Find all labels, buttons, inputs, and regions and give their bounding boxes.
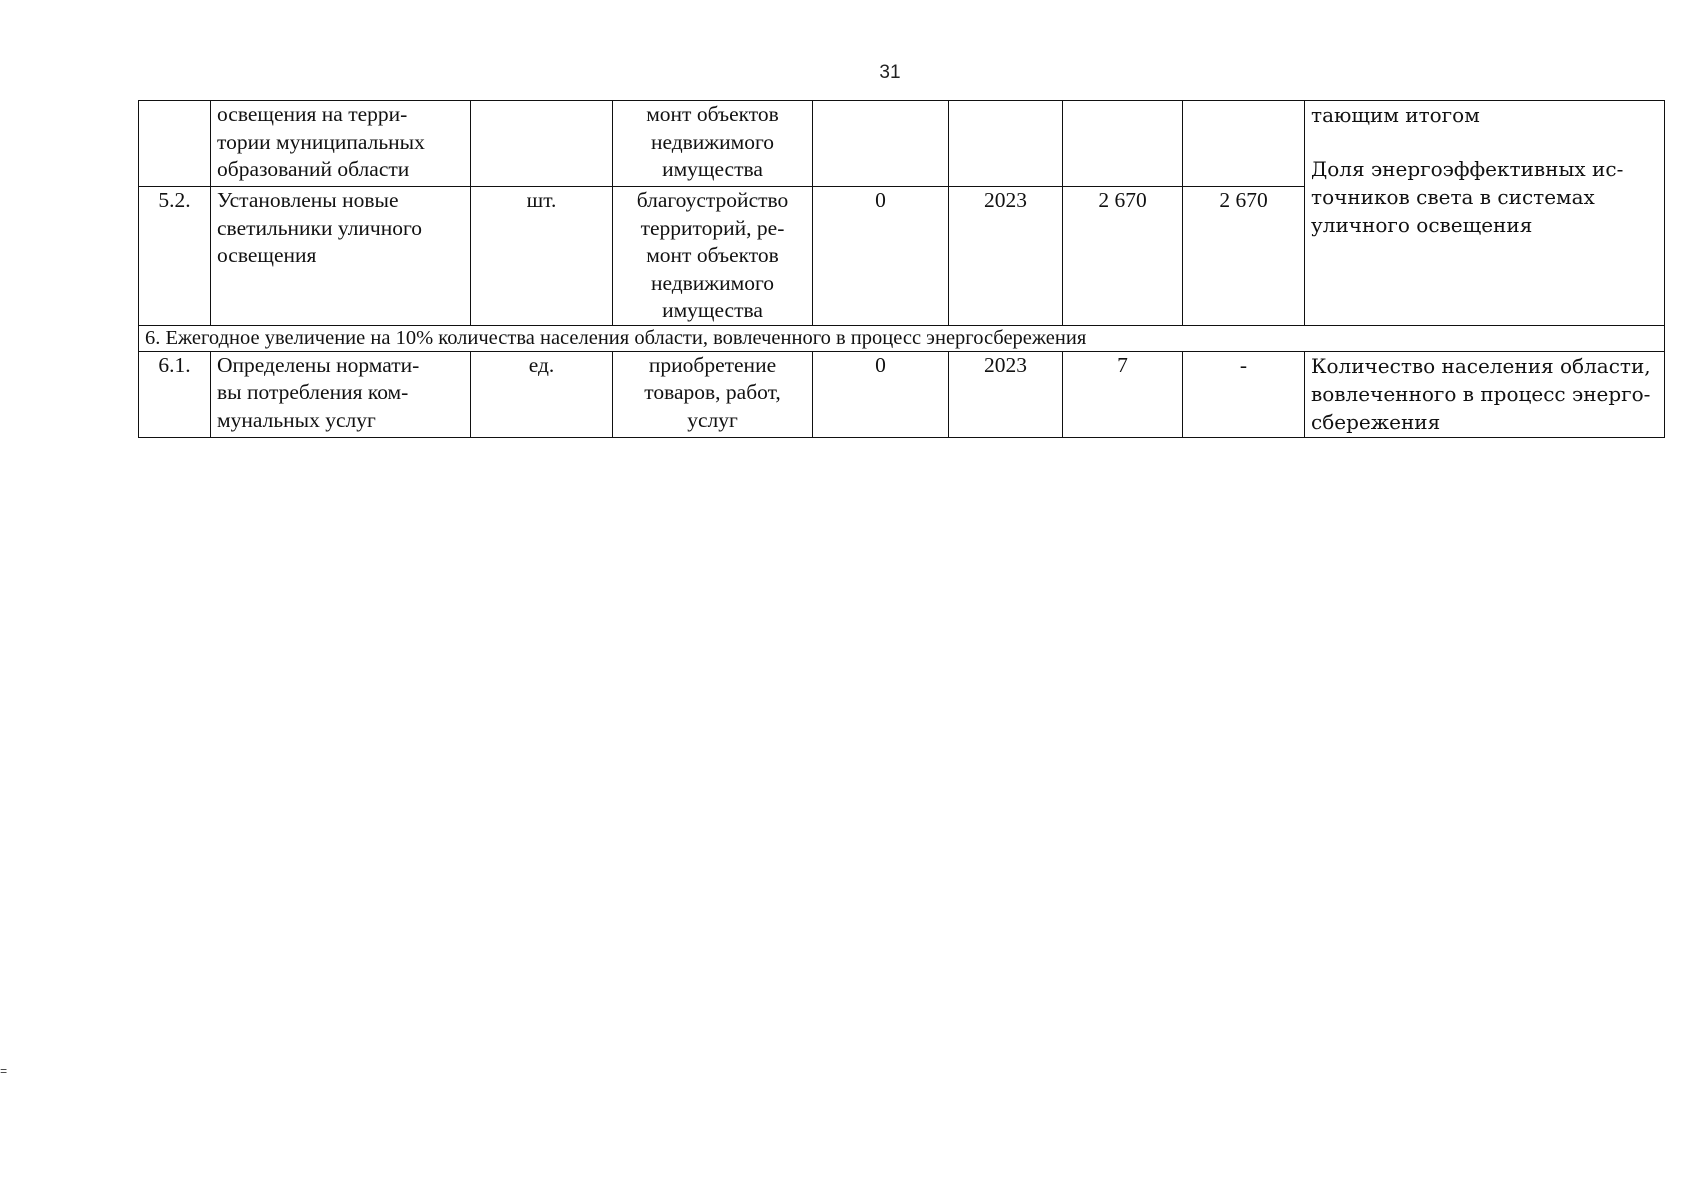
text-line: Определены нормати- (217, 352, 420, 377)
base-value-cell: 0 (813, 351, 949, 437)
text-line: уличного освещения (1311, 213, 1533, 237)
plan-value-cell: 7 (1063, 351, 1183, 437)
text-line: недвижимого (650, 270, 775, 295)
unit-cell (471, 101, 613, 187)
text-line: имущества (662, 157, 763, 181)
section-row (139, 325, 1665, 351)
result-name-cell (211, 101, 471, 187)
year-cell: 2023 (949, 351, 1063, 437)
text-line: тории муниципальных (217, 129, 425, 154)
table-row (139, 351, 1665, 437)
text-line: территорий, ре- (640, 215, 785, 240)
result-indicator-cell (1305, 351, 1665, 437)
text-line: Доля энергоэффективных ис- (1311, 157, 1624, 181)
result-name-cell (211, 187, 471, 326)
margin-mark: = (0, 1065, 8, 1079)
text-line: сбережения (1311, 409, 1441, 434)
type-cell (613, 187, 813, 326)
base-value-cell: 0 (813, 187, 949, 326)
row-number: 5.2. (139, 187, 211, 326)
result-name-cell (211, 351, 471, 437)
text-line: вовлеченного в процесс энерго- (1311, 381, 1651, 406)
page-number: 31 (879, 62, 901, 83)
section-heading: 6. Ежегодное увеличение на 10% количества населения области, вовлеченного в процесс энергосбережения (139, 325, 1665, 351)
text-line: светильники уличного (217, 215, 423, 240)
text-line: приобретение (648, 352, 777, 377)
text-line: благоустройство (636, 188, 789, 212)
plan-value-cell (1063, 101, 1183, 187)
text-line: товаров, работ, (644, 380, 781, 404)
text-line: мунальных услуг (217, 407, 376, 432)
type-cell (613, 351, 813, 437)
text-line: образований области (217, 157, 410, 181)
text-line: имущества (662, 298, 763, 322)
row-number: 6.1. (139, 351, 211, 437)
text-line: тающим итогом (1311, 103, 1480, 127)
unit-cell: шт. (471, 187, 613, 326)
text-line: освещения (217, 243, 317, 267)
year-cell: 2023 (949, 187, 1063, 326)
results-table (138, 100, 1665, 438)
fact-value-cell: - (1183, 351, 1305, 437)
text-line: монт объектов (646, 102, 779, 126)
type-cell (613, 101, 813, 187)
text-line: монт объектов (646, 243, 779, 267)
result-indicator-cell (1305, 101, 1665, 326)
fact-value-cell (1183, 101, 1305, 187)
fact-value-cell: 2 670 (1183, 187, 1305, 326)
text-line: точников света в системах (1311, 185, 1595, 209)
table-row (139, 101, 1665, 187)
text-line: Установлены новые (217, 188, 399, 212)
plan-value-cell: 2 670 (1063, 187, 1183, 326)
text-line: вы потребления ком- (217, 380, 409, 404)
unit-cell: ед. (471, 351, 613, 437)
base-value-cell (813, 101, 949, 187)
text-line: услуг (687, 407, 738, 432)
row-number (139, 101, 211, 187)
year-cell (949, 101, 1063, 187)
text-line: Количество населения области, (1311, 353, 1651, 378)
text-line: освещения на терри- (217, 102, 408, 126)
text-line: недвижимого (650, 129, 775, 154)
